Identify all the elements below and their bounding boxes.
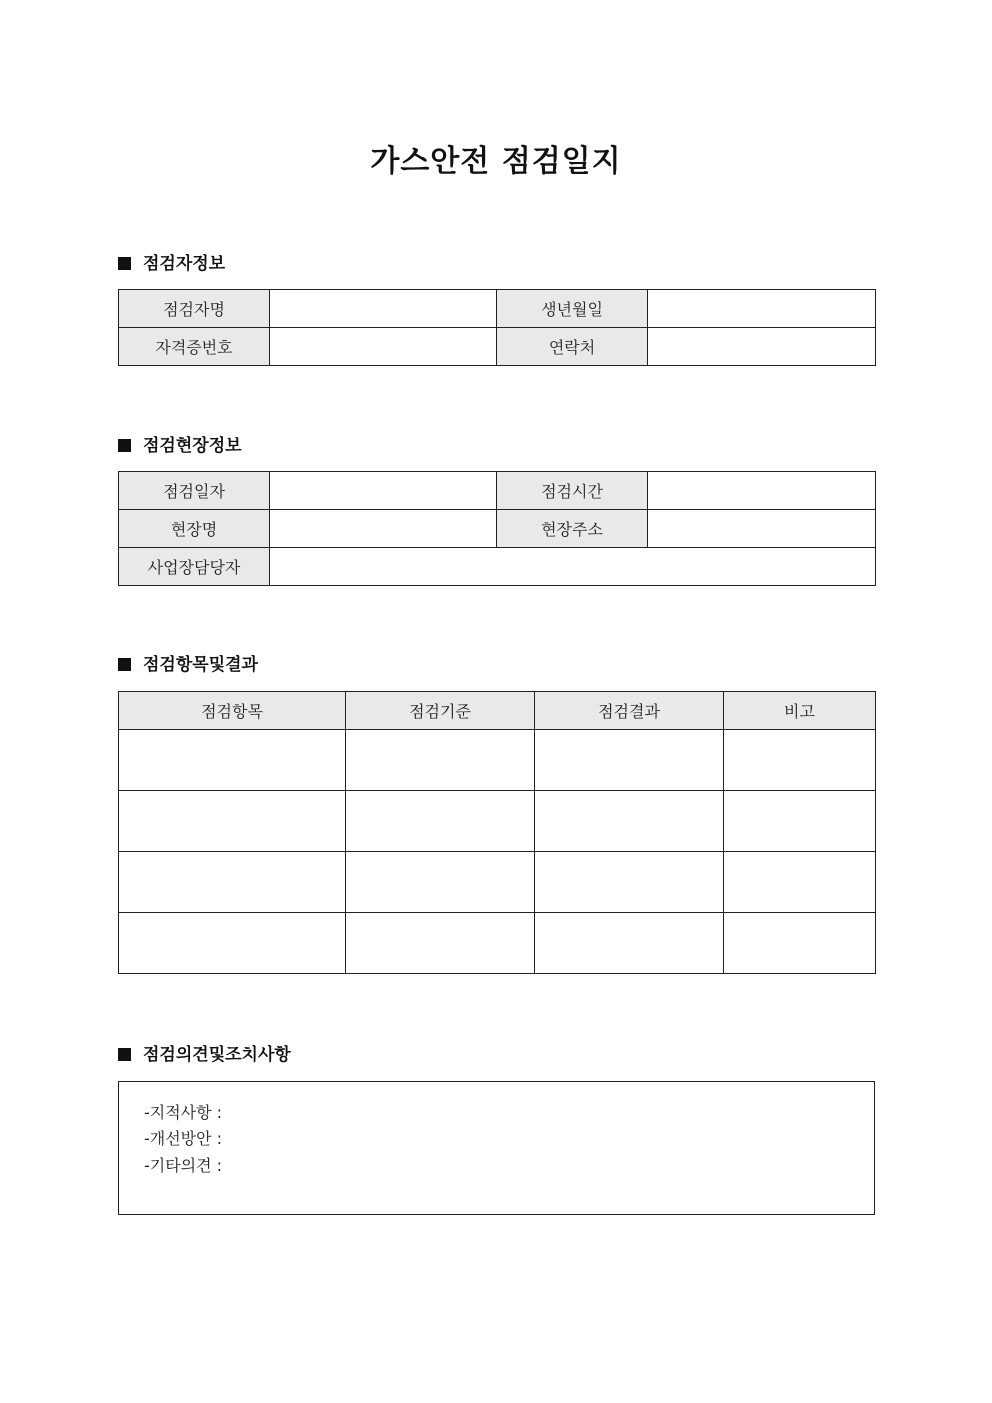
- site-manager-label: 사업장담당자: [119, 548, 270, 586]
- table-row: [119, 328, 876, 366]
- table-row: [119, 730, 876, 791]
- contact-field[interactable]: [648, 328, 876, 366]
- table-header-row: [119, 692, 876, 730]
- table-row: [119, 290, 876, 328]
- result-result-cell[interactable]: [535, 852, 724, 913]
- column-header-result: 점검결과: [535, 692, 724, 730]
- inspection-time-field[interactable]: [648, 472, 876, 510]
- inspection-date-label: 점검일자: [119, 472, 270, 510]
- result-item-cell[interactable]: [119, 730, 346, 791]
- result-criteria-cell[interactable]: [346, 913, 535, 974]
- result-remarks-cell[interactable]: [724, 913, 876, 974]
- table-row: [119, 852, 876, 913]
- section-heading-label: 점검자정보: [143, 254, 226, 274]
- opinion-box[interactable]: [118, 1081, 875, 1215]
- column-header-remarks: 비고: [724, 692, 876, 730]
- square-bullet-icon: [118, 439, 131, 452]
- section-heading-site: [118, 434, 242, 458]
- inspection-date-field[interactable]: [270, 472, 497, 510]
- findings-line: -지적사항 :: [144, 1103, 223, 1122]
- result-item-cell[interactable]: [119, 791, 346, 852]
- column-header-criteria: 점검기준: [346, 692, 535, 730]
- square-bullet-icon: [118, 658, 131, 671]
- column-header-item: 점검항목: [119, 692, 346, 730]
- square-bullet-icon: [118, 257, 131, 270]
- result-criteria-cell[interactable]: [346, 791, 535, 852]
- section-heading-label: 점검현장정보: [143, 436, 242, 456]
- section-heading-inspector: [118, 252, 225, 276]
- site-manager-field[interactable]: [270, 548, 876, 586]
- table-row: [119, 791, 876, 852]
- table-row: [119, 472, 876, 510]
- results-table: [118, 691, 876, 974]
- site-address-field[interactable]: [648, 510, 876, 548]
- result-result-cell[interactable]: [535, 913, 724, 974]
- license-number-label: 자격증번호: [119, 328, 270, 366]
- birth-date-label: 생년월일: [497, 290, 648, 328]
- section-heading-label: 점검항목및결과: [143, 655, 258, 675]
- result-remarks-cell[interactable]: [724, 852, 876, 913]
- result-result-cell[interactable]: [535, 791, 724, 852]
- inspector-info-table: [118, 289, 876, 366]
- contact-label: 연락처: [497, 328, 648, 366]
- section-heading-opinion: [118, 1043, 291, 1067]
- site-info-table: [118, 471, 876, 586]
- result-remarks-cell[interactable]: [724, 791, 876, 852]
- result-result-cell[interactable]: [535, 730, 724, 791]
- improvement-line: -개선방안 :: [144, 1129, 223, 1148]
- inspector-name-field[interactable]: [270, 290, 497, 328]
- inspection-time-label: 점검시간: [497, 472, 648, 510]
- license-number-field[interactable]: [270, 328, 497, 366]
- result-remarks-cell[interactable]: [724, 730, 876, 791]
- inspector-name-label: 점검자명: [119, 290, 270, 328]
- result-criteria-cell[interactable]: [346, 852, 535, 913]
- site-name-field[interactable]: [270, 510, 497, 548]
- birth-date-field[interactable]: [648, 290, 876, 328]
- site-address-label: 현장주소: [497, 510, 648, 548]
- result-item-cell[interactable]: [119, 852, 346, 913]
- table-row: [119, 913, 876, 974]
- result-item-cell[interactable]: [119, 913, 346, 974]
- section-heading-results: [118, 653, 258, 677]
- table-row: [119, 510, 876, 548]
- site-name-label: 현장명: [119, 510, 270, 548]
- square-bullet-icon: [118, 1048, 131, 1061]
- result-criteria-cell[interactable]: [346, 730, 535, 791]
- section-heading-label: 점검의견및조치사항: [143, 1045, 291, 1065]
- page-title: 가스안전 점검일지: [370, 144, 622, 179]
- other-opinion-line: -기타의견 :: [144, 1156, 223, 1175]
- table-row: [119, 548, 876, 586]
